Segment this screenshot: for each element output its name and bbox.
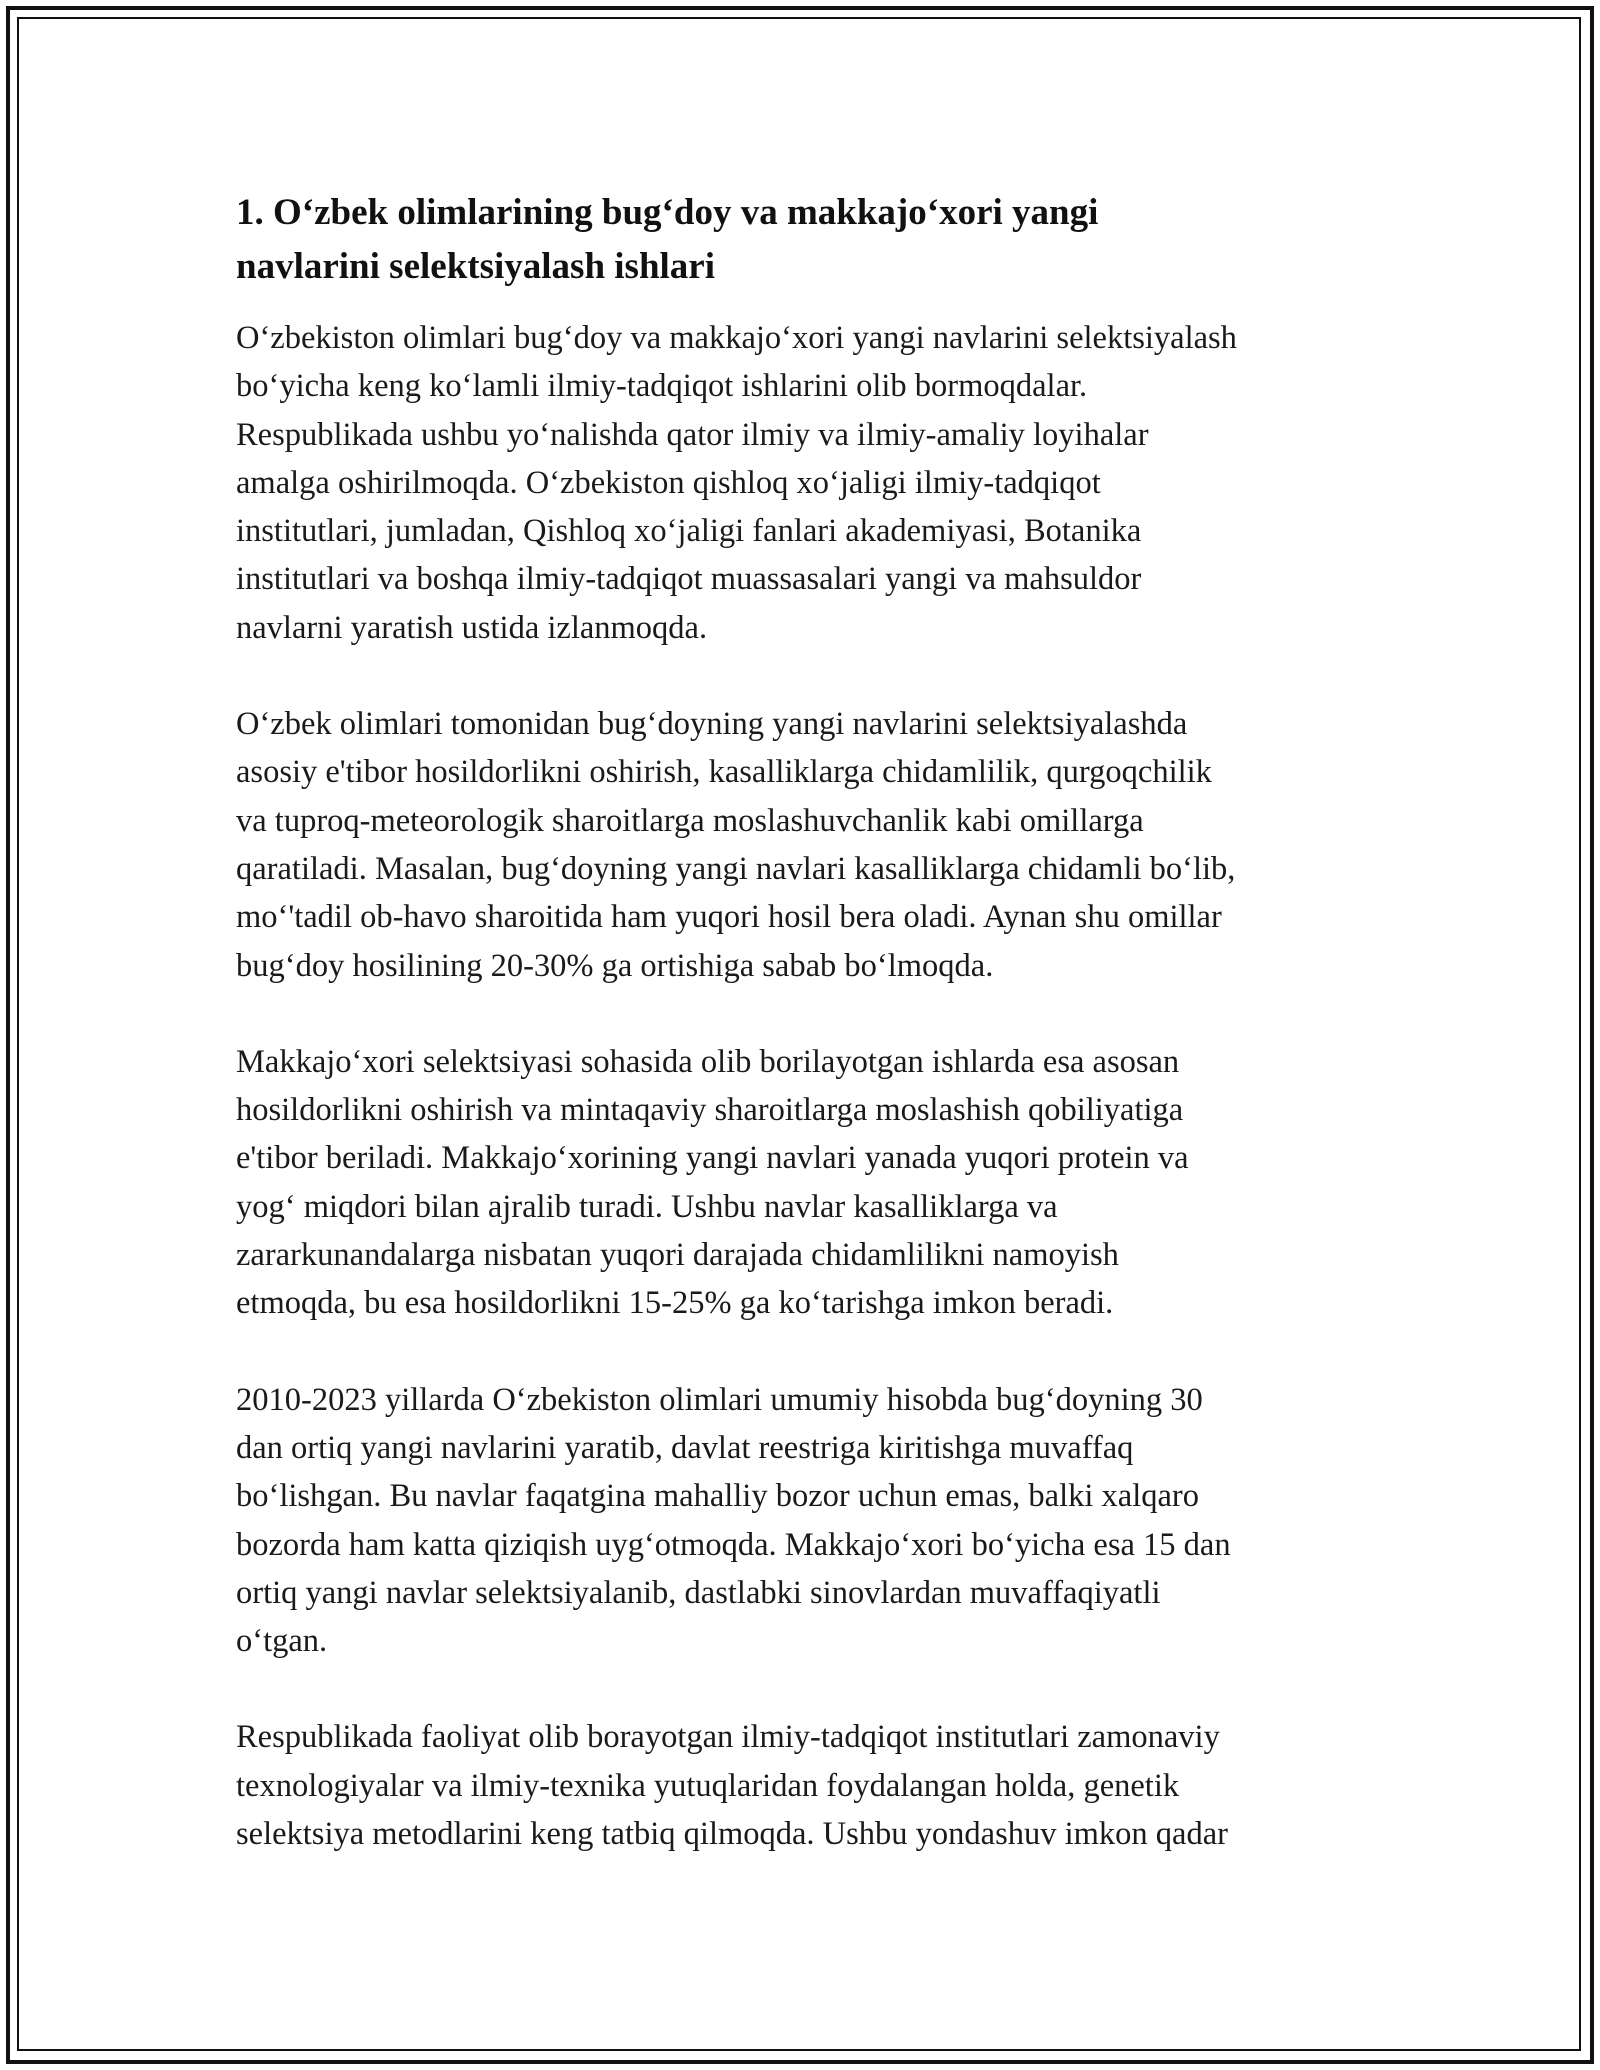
- paragraph-line: selektsiya metodlarini keng tatbiq qilmoqda. Ushbu yondashuv imkon qadar: [236, 1816, 1228, 1853]
- paragraph-line: O‘zbek olimlari tomonidan bug‘doyning yangi navlarini selektsiyalashda: [236, 706, 1188, 743]
- paragraph-5: [236, 1713, 1376, 1858]
- paragraph-3: [236, 1038, 1376, 1328]
- paragraph-line: O‘zbekiston olimlari bug‘doy va makkajo‘xori yangi navlarini selektsiyalash: [236, 320, 1237, 356]
- paragraph-line: 2010-2023 yillarda O‘zbekiston olimlari umumiy hisobda bug‘doyning 30: [236, 1381, 1203, 1418]
- section-heading: [236, 186, 1376, 294]
- paragraph-line: asosiy e'tibor hosildorlikni oshirish, kasalliklarga chidamlilik, qurgoqchilik: [236, 754, 1212, 791]
- heading-line: 1. O‘zbek olimlarining bug‘doy va makkajo‘xori yangi: [236, 192, 1099, 233]
- paragraph-line: va tuproq-meteorologik sharoitlarga moslashuvchanlik kabi omillarga: [236, 802, 1144, 839]
- paragraph-line: hosildorlikni oshirish va mintaqaviy sharoitlarga moslashish qobiliyatiga: [236, 1092, 1184, 1129]
- paragraph-line: mo‘'tadil ob-havo sharoitida ham yuqori hosil bera oladi. Aynan shu omillar: [236, 899, 1222, 936]
- document-body: [236, 186, 1376, 1906]
- paragraph-line: institutlari, jumladan, Qishloq xo‘jaligi fanlari akademiyasi, Botanika: [236, 513, 1142, 550]
- paragraph-line: bug‘doy hosilining 20-30% ga ortishiga sabab bo‘lmoqda.: [236, 947, 994, 984]
- paragraph-line: bo‘lishgan. Bu navlar faqatgina mahalliy bozor uchun emas, balki xalqaro: [236, 1478, 1199, 1515]
- heading-line: navlarini selektsiyalash ishlari: [236, 246, 716, 287]
- paragraph-line: o‘tgan.: [236, 1623, 328, 1660]
- paragraph-4: [236, 1376, 1376, 1666]
- paragraph-line: dan ortiq yangi navlarini yaratib, davlat reestriga kiritishga muvaffaq: [236, 1429, 1134, 1466]
- paragraph-line: Respublikada faoliyat olib borayotgan ilmiy-tadqiqot institutlari zamonaviy: [236, 1719, 1220, 1756]
- paragraph-line: Makkajo‘xori selektsiyasi sohasida olib borilayotgan ishlarda esa asosan: [236, 1043, 1180, 1080]
- paragraph-line: institutlari va boshqa ilmiy-tadqiqot muassasalari yangi va mahsuldor: [236, 561, 1142, 598]
- paragraph-line: ortiq yangi navlar selektsiyalanib, dastlabki sinovlardan muvaffaqiyatli: [236, 1574, 1161, 1611]
- paragraph-line: qaratiladi. Masalan, bug‘doyning yangi navlari kasalliklarga chidamli bo‘lib,: [236, 850, 1236, 887]
- paragraph-line: zararkunandalarga nisbatan yuqori darajada chidamlilikni namoyish: [236, 1237, 1119, 1274]
- paragraph-line: bo‘yicha keng ko‘lamli ilmiy-tadqiqot ishlarini olib bormoqdalar.: [236, 368, 1088, 405]
- paragraph-1: [236, 314, 1376, 652]
- paragraph-line: yog‘ miqdori bilan ajralib turadi. Ushbu navlar kasalliklarga va: [236, 1188, 1058, 1225]
- paragraph-line: e'tibor beriladi. Makkajo‘xorining yangi navlari yanada yuqori protein va: [236, 1140, 1189, 1177]
- paragraph-line: amalga oshirilmoqda. O‘zbekiston qishloq xo‘jaligi ilmiy-tadqiqot: [236, 464, 1101, 501]
- paragraph-line: navlarni yaratish ustida izlanmoqda.: [236, 609, 708, 646]
- paragraph-line: etmoqda, bu esa hosildorlikni 15-25% ga ko‘tarishga imkon beradi.: [236, 1285, 1114, 1322]
- paragraph-2: [236, 700, 1376, 990]
- paragraph-line: Respublikada ushbu yo‘nalishda qator ilmiy va ilmiy-amaliy loyihalar: [236, 416, 1149, 453]
- paragraph-line: texnologiyalar va ilmiy-texnika yutuqlaridan foydalangan holda, genetik: [236, 1767, 1180, 1804]
- paragraph-line: bozorda ham katta qiziqish uyg‘otmoqda. Makkajo‘xori bo‘yicha esa 15 dan: [236, 1526, 1231, 1563]
